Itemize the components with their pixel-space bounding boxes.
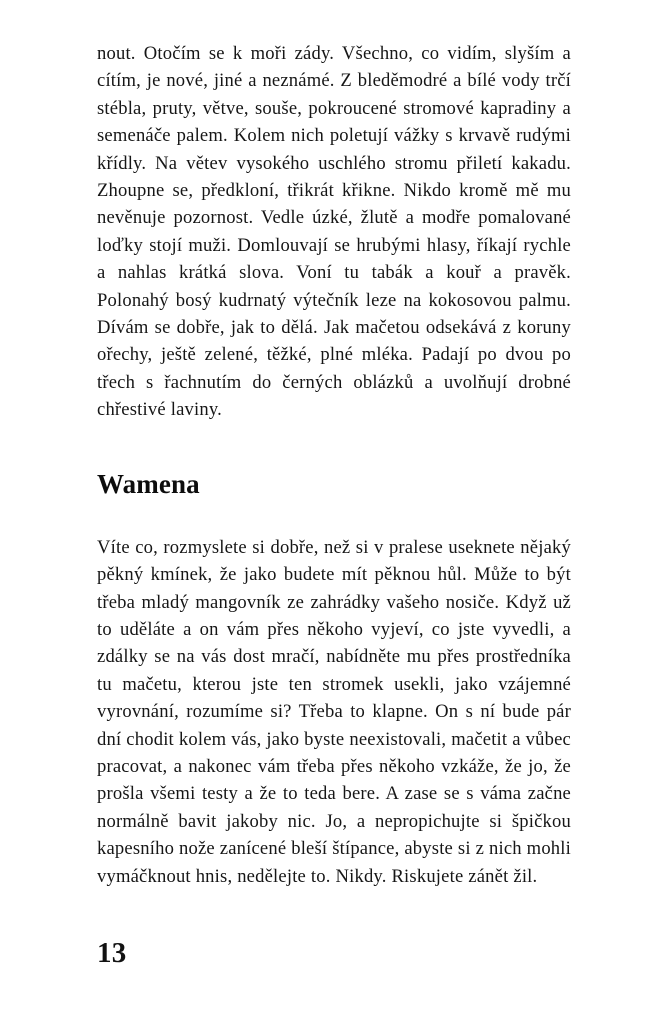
section-heading-wamena: Wamena xyxy=(97,468,200,499)
paragraph-section-body: Víte co, rozmyslete si dobře, než si v pralese useknete nějaký pěkný kmínek, že jako budete mít pěknou hůl. Může to být třeba mladý mangovník ze zahrádky vašeho nosiče. Když už to uděláte a on vám přes někoho vyjeví, co jste vyvedli, a zdálky se na vás dost mračí, nabídněte mu přes prostředníka tu mačetu, kterou jste ten stromek usekli, jako vzájemné vyrovnání, rozumíme si? Třeba to klapne. On s ní bude pár dní chodit kolem vás, jako byste neexistovali, mačetit a vůbec pracovat, a nakonec vám třeba přes někoho vzkáže, že jo, že prošla všemi testy a že to teda bere. A zase se s váma začne normálně bavit jakoby nic. Jo, a nepropichujte si špičkou kapesního nože zanícené bleší štípance, abyste si z nich mohli vymáčknout hnis, nedělejte to. Nikdy. Riskujete zánět žil. xyxy=(97,536,571,887)
heading-spacer-top xyxy=(97,424,571,468)
page-number-container xyxy=(97,936,127,970)
paragraph-continued: nout. Otočím se k moři zády. Všechno, co vidím, slyším a cítím, je nové, jiné a neznámé. Z bleděmodré a bílé vody trčí stébla, pruty, větve, souše, pokroucené stromové kapradiny a semenáče palem. Kolem nich poletují vážky s krvavě rudými křídly. Na větev vysokého uschlého stromu přiletí kakadu. Zhoupne se, předkloní, třikrát křikne. Nikdo kromě mě mu nevěnuje pozornost. Vedle úzké, žlutě a modře pomalované loďky stojí muži. Domlouvají se hrubými hlasy, říkají rychle a nahlas krátká slova. Voní tu tabák a kouř a pravěk. Polonahý bosý kudrnatý výtečník leze na kokosovou palmu. Dívám se dobře, jak to dělá. Jak mačetou odsekává z koruny ořechy, ještě zelené, těžké, plné mléka. Padají po dvou po třech s řachnutím do černých oblázků a uvolňují drobné chřestivé laviny. xyxy=(97,43,571,421)
heading-spacer-bottom xyxy=(97,500,571,534)
text-column xyxy=(97,40,571,890)
page-number: 13 xyxy=(97,937,127,969)
